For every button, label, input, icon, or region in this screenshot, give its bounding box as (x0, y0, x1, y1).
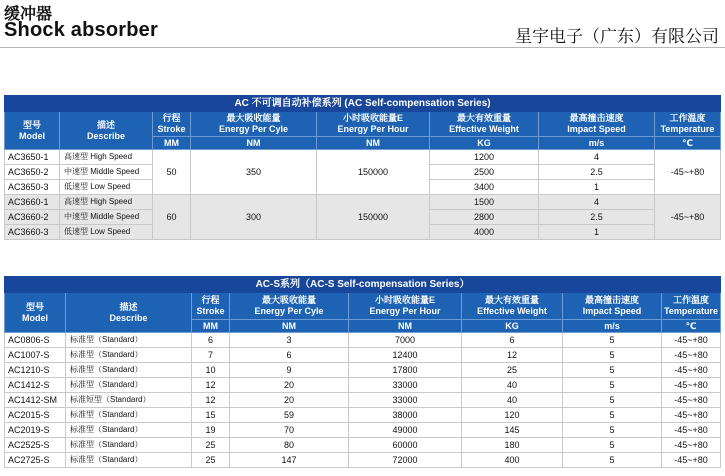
column-header (5, 293, 66, 333)
cell-describe: 标准型（Standard） (66, 438, 192, 453)
cell-weight: 4000 (430, 225, 539, 240)
cell-model: AC3660-3 (5, 225, 60, 240)
column-header-en: Energy Per Hour (337, 124, 409, 134)
table-row (5, 348, 721, 363)
column-header (5, 112, 60, 150)
column-header (655, 112, 721, 137)
cell-describe: 中速型 Middle Speed (60, 210, 153, 225)
title-en: Shock absorber (4, 19, 158, 41)
cell-temperature: -45~+80 (662, 408, 721, 423)
company-name: 星宇电子（广东）有限公司 (515, 27, 719, 47)
cell-energy_cycle: 59 (230, 408, 349, 423)
cell-temperature: -45~+80 (655, 150, 721, 195)
column-header-en: Describe (109, 312, 148, 323)
cell-energy_hour: 150000 (317, 150, 430, 195)
cell-model: AC1210-S (5, 363, 66, 378)
column-header-cn: 型号 (25, 301, 44, 312)
column-header (317, 112, 430, 137)
cell-energy_hour: 60000 (349, 438, 462, 453)
cell-model: AC3650-2 (5, 165, 60, 180)
cell-model: AC1412-SM (5, 393, 66, 408)
cell-weight: 40 (462, 393, 563, 408)
cell-temperature: -45~+80 (662, 423, 721, 438)
cell-model: AC3650-1 (5, 150, 60, 165)
ac-s-series-table (4, 276, 721, 468)
column-header-en: Energy Per Cyle (254, 306, 324, 316)
cell-speed: 5 (563, 453, 662, 468)
cell-model: AC2525-S (5, 438, 66, 453)
table-row (5, 195, 721, 210)
column-header-en: Temperature (664, 306, 718, 316)
table-row (5, 408, 721, 423)
column-header-cn: 工作温度 (673, 295, 710, 305)
column-header-en: Model (22, 312, 48, 323)
column-header (539, 112, 655, 137)
table-row (5, 150, 721, 165)
cell-weight: 400 (462, 453, 563, 468)
cell-weight: 2500 (430, 165, 539, 180)
cell-energy_hour: 38000 (349, 408, 462, 423)
cell-weight: 1500 (430, 195, 539, 210)
table2-header-row (5, 293, 721, 320)
cell-weight: 40 (462, 378, 563, 393)
cell-stroke: 50 (153, 150, 191, 195)
table-row (5, 378, 721, 393)
column-unit: ℃ (662, 320, 721, 333)
cell-weight: 2800 (430, 210, 539, 225)
table1-header-row (5, 112, 721, 137)
cell-energy_hour: 150000 (317, 195, 430, 240)
cell-model: AC3660-1 (5, 195, 60, 210)
column-header (230, 293, 349, 320)
cell-temperature: -45~+80 (662, 378, 721, 393)
column-header (349, 293, 462, 320)
cell-temperature: -45~+80 (662, 393, 721, 408)
column-header-en: Stroke (157, 124, 186, 134)
table-row (5, 438, 721, 453)
column-header (192, 293, 230, 320)
cell-temperature: -45~+80 (662, 453, 721, 468)
cell-energy_cycle: 3 (230, 333, 349, 348)
header-divider (0, 47, 725, 48)
cell-speed: 5 (563, 363, 662, 378)
cell-energy_hour: 49000 (349, 423, 462, 438)
cell-model: AC2015-S (5, 408, 66, 423)
column-header-en: Effective Weight (449, 124, 519, 134)
table-row (5, 333, 721, 348)
column-header-en: Model (19, 130, 45, 141)
column-header (563, 293, 662, 320)
cell-energy_hour: 33000 (349, 393, 462, 408)
column-header-cn: 最大有效重量 (456, 113, 511, 123)
column-unit: NM (191, 137, 317, 150)
cell-describe: 标准型（Standard） (66, 348, 192, 363)
cell-energy_cycle: 6 (230, 348, 349, 363)
cell-describe: 标准型（Standard） (66, 363, 192, 378)
cell-energy_cycle: 350 (191, 150, 317, 195)
cell-stroke: 12 (192, 393, 230, 408)
cell-speed: 5 (563, 348, 662, 363)
cell-speed: 1 (539, 180, 655, 195)
column-header-en: Temperature (660, 124, 715, 134)
cell-describe: 低速型 Low Speed (60, 225, 153, 240)
column-header-cn: 最高撞击速度 (569, 113, 624, 123)
column-header-cn: 行程 (201, 295, 220, 305)
cell-describe: 高速型 High Speed (60, 195, 153, 210)
column-header (430, 112, 539, 137)
cell-weight: 1200 (430, 150, 539, 165)
cell-speed: 5 (563, 393, 662, 408)
column-unit: MM (192, 320, 230, 333)
column-header (462, 293, 563, 320)
cell-describe: 标准短型（Standard） (66, 393, 192, 408)
column-header-cn: 最大吸收能量 (226, 113, 281, 123)
cell-stroke: 25 (192, 438, 230, 453)
column-header-cn: 小时吸收能量E (374, 295, 435, 305)
cell-temperature: -45~+80 (662, 348, 721, 363)
column-header-en: Impact Speed (567, 124, 626, 134)
cell-describe: 高速型 High Speed (60, 150, 153, 165)
cell-describe: 标准型（Standard） (66, 423, 192, 438)
cell-speed: 5 (563, 438, 662, 453)
column-unit: MM (153, 137, 191, 150)
column-unit: KG (462, 320, 563, 333)
cell-energy_hour: 72000 (349, 453, 462, 468)
cell-model: AC3650-3 (5, 180, 60, 195)
column-unit: NM (230, 320, 349, 333)
column-header-cn: 描述 (96, 119, 115, 130)
column-unit: NM (317, 137, 430, 150)
cell-model: AC0806-S (5, 333, 66, 348)
cell-stroke: 15 (192, 408, 230, 423)
table2-title: AC-S系列（AC-S Self-compensation Series） (5, 277, 721, 293)
cell-energy_hour: 12400 (349, 348, 462, 363)
cell-describe: 中速型 Middle Speed (60, 165, 153, 180)
cell-weight: 120 (462, 408, 563, 423)
column-header-cn: 小时吸收能量E (342, 113, 403, 123)
cell-model: AC2725-S (5, 453, 66, 468)
cell-speed: 5 (563, 378, 662, 393)
column-header-cn: 最大有效重量 (484, 295, 539, 305)
cell-model: AC3660-2 (5, 210, 60, 225)
column-header-en: Effective Weight (477, 306, 547, 316)
cell-temperature: -45~+80 (662, 333, 721, 348)
table-row (5, 423, 721, 438)
cell-weight: 3400 (430, 180, 539, 195)
cell-energy_cycle: 20 (230, 393, 349, 408)
cell-speed: 5 (563, 408, 662, 423)
column-header-cn: 型号 (22, 119, 41, 130)
cell-speed: 2.5 (539, 165, 655, 180)
cell-weight: 25 (462, 363, 563, 378)
column-header (60, 112, 153, 150)
column-unit: KG (430, 137, 539, 150)
cell-weight: 6 (462, 333, 563, 348)
column-header-cn: 工作温度 (669, 113, 706, 123)
cell-speed: 4 (539, 150, 655, 165)
column-unit: ℃ (655, 137, 721, 150)
cell-stroke: 25 (192, 453, 230, 468)
cell-energy_hour: 7000 (349, 333, 462, 348)
cell-energy_cycle: 80 (230, 438, 349, 453)
column-header-cn: 最大吸收能量 (261, 295, 316, 305)
cell-model: AC1412-S (5, 378, 66, 393)
cell-speed: 5 (563, 333, 662, 348)
cell-model: AC2019-S (5, 423, 66, 438)
cell-stroke: 6 (192, 333, 230, 348)
cell-temperature: -45~+80 (662, 363, 721, 378)
cell-energy_cycle: 300 (191, 195, 317, 240)
cell-temperature: -45~+80 (662, 438, 721, 453)
cell-temperature: -45~+80 (655, 195, 721, 240)
cell-energy_hour: 33000 (349, 378, 462, 393)
column-header-cn: 行程 (162, 113, 181, 123)
column-unit: m/s (563, 320, 662, 333)
cell-energy_cycle: 20 (230, 378, 349, 393)
column-header-cn: 最高撞击速度 (584, 295, 639, 305)
table-row (5, 363, 721, 378)
cell-weight: 180 (462, 438, 563, 453)
table1-title: AC 不可调自动补偿系列 (AC Self-compensation Series) (5, 96, 721, 112)
column-header (191, 112, 317, 137)
cell-speed: 5 (563, 423, 662, 438)
cell-stroke: 60 (153, 195, 191, 240)
cell-energy_cycle: 147 (230, 453, 349, 468)
cell-weight: 12 (462, 348, 563, 363)
cell-stroke: 10 (192, 363, 230, 378)
cell-stroke: 7 (192, 348, 230, 363)
column-header (153, 112, 191, 137)
column-unit: m/s (539, 137, 655, 150)
column-unit: NM (349, 320, 462, 333)
cell-describe: 标准型（Standard） (66, 378, 192, 393)
cell-stroke: 12 (192, 378, 230, 393)
ac-series-table (4, 95, 721, 240)
column-header-en: Impact Speed (582, 306, 642, 316)
column-header-cn: 描述 (119, 301, 138, 312)
cell-speed: 2.5 (539, 210, 655, 225)
table-row (5, 393, 721, 408)
cell-describe: 标准型（Standard） (66, 333, 192, 348)
column-header (66, 293, 192, 333)
cell-energy_cycle: 70 (230, 423, 349, 438)
cell-energy_hour: 17800 (349, 363, 462, 378)
cell-describe: 标准型（Standard） (66, 408, 192, 423)
cell-describe: 低速型 Low Speed (60, 180, 153, 195)
title-cn: 缓冲器 (4, 4, 53, 23)
column-header (662, 293, 721, 320)
column-header-en: Stroke (196, 306, 225, 316)
cell-speed: 4 (539, 195, 655, 210)
column-header-en: Energy Per Cyle (218, 124, 289, 134)
cell-weight: 145 (462, 423, 563, 438)
cell-speed: 1 (539, 225, 655, 240)
column-header-en: Describe (86, 130, 126, 141)
column-header-en: Energy Per Hour (369, 306, 441, 316)
cell-describe: 标准型（Standard） (66, 453, 192, 468)
cell-stroke: 19 (192, 423, 230, 438)
cell-model: AC1007-S (5, 348, 66, 363)
table-row (5, 453, 721, 468)
cell-energy_cycle: 9 (230, 363, 349, 378)
